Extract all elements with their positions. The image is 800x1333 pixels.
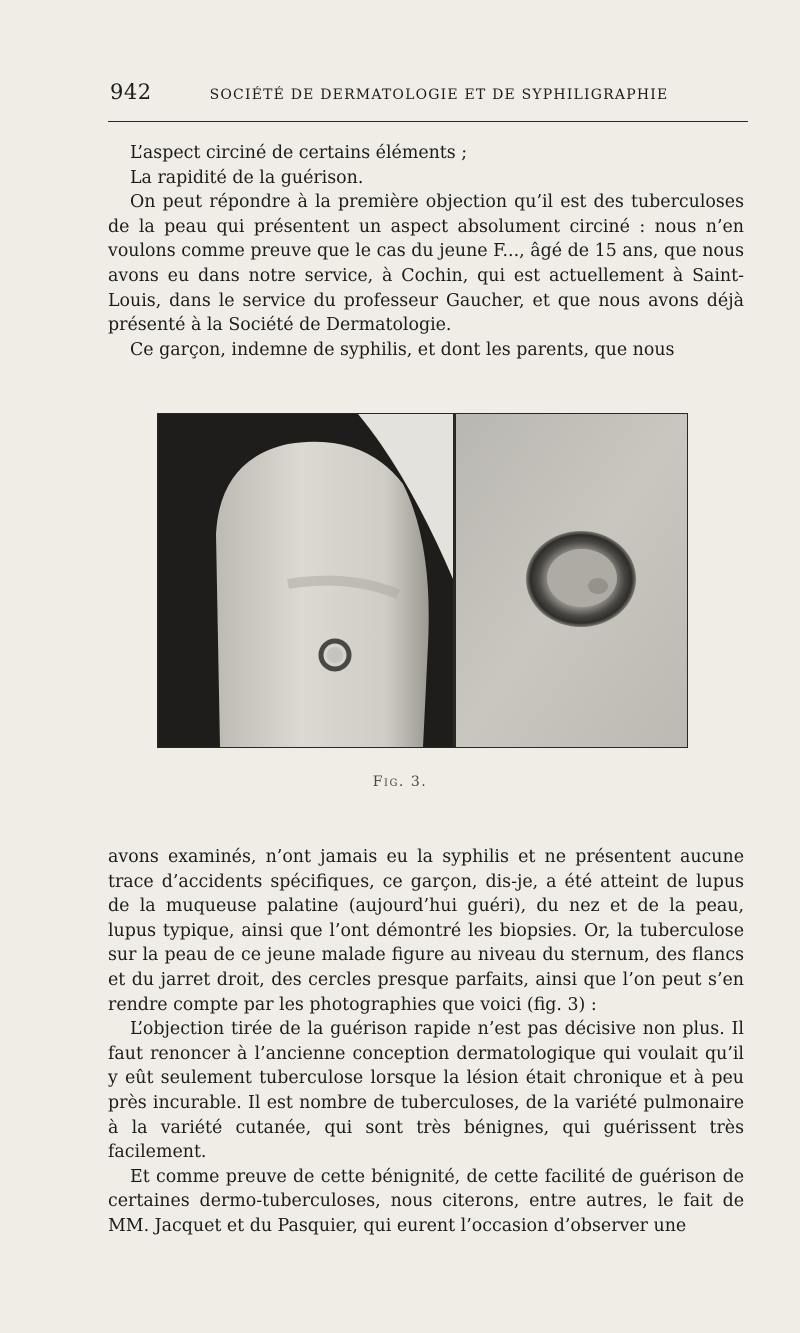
paragraph: La rapidité de la guérison. — [130, 167, 364, 188]
paragraph: L’objection tirée de la guérison rapide n’est pas décisive non plus. Il faut renoncer à l’ancienne conception dermatologique qui voulait qu’il y eût seulement tuberculose lorsque la lésion était chronique et à peu près incurable. Il est nombre de tuberculoses, de la variété pulmonaire à la variété cutanée, qui sont très bénignes, qui guérissent très facilement. — [108, 1019, 744, 1163]
panel-divider — [453, 414, 456, 747]
paragraph: On peut répondre à la première objection qu’il est des tuberculoses de la peau qui présentent un aspect absolument circiné : nous n’en voulons comme preuve que le cas du jeune F..., âgé de 15 ans, que nous avons eu dans notre service, à Cochin, qui est actuellement à Saint-Louis, dans le service du professeur Gaucher, et que nous avons déjà présenté à la Société de Dermatologie. — [108, 192, 744, 336]
body-text-top — [108, 141, 744, 362]
body-text-bottom — [108, 845, 744, 1239]
figure-caption: Fig. 3. — [372, 774, 428, 790]
paragraph: Et comme preuve de cette bénignité, de cette facilité de guérison de certaines dermo-tuberculoses, nous citerons, entre autres, le fait de MM. Jacquet et du Pasquier, qui eurent l’occasion d’observer une — [108, 1166, 744, 1236]
running-head: SOCIÉTÉ DE DERMATOLOGIE ET DE SYPHILIGRAPHIE — [209, 87, 669, 103]
paragraph: avons examinés, n’ont jamais eu la syphilis et ne présentent aucune trace d’accidents spécifiques, ce garçon, dis-je, a été atteint de lupus de la muqueuse palatine (aujourd’hui guéri), du nez et de la peau, lupus typique, ainsi que l’ont démontré les biopsies. Or, la tuberculose sur la peau de ce jeune malade figure au niveau du sternum, des flancs et du jarret droit, des cercles presque parfaits, ainsi que l’on peut s’en rendre compte par les photographies que voici (fig. 3) : — [108, 847, 744, 1015]
chest-lesion-center — [547, 549, 617, 607]
figure-photographs — [157, 413, 688, 748]
chest-lesion-spot — [588, 578, 608, 594]
page-header — [110, 80, 742, 104]
figure-photo-panels — [158, 414, 687, 747]
header-rule — [108, 121, 748, 122]
paragraph: L’aspect circiné de certains éléments ; — [130, 143, 468, 163]
arm-lesion-center — [327, 647, 343, 663]
paragraph: Ce garçon, indemne de syphilis, et dont les parents, que nous — [130, 339, 675, 360]
page-number: 942 — [110, 80, 152, 104]
